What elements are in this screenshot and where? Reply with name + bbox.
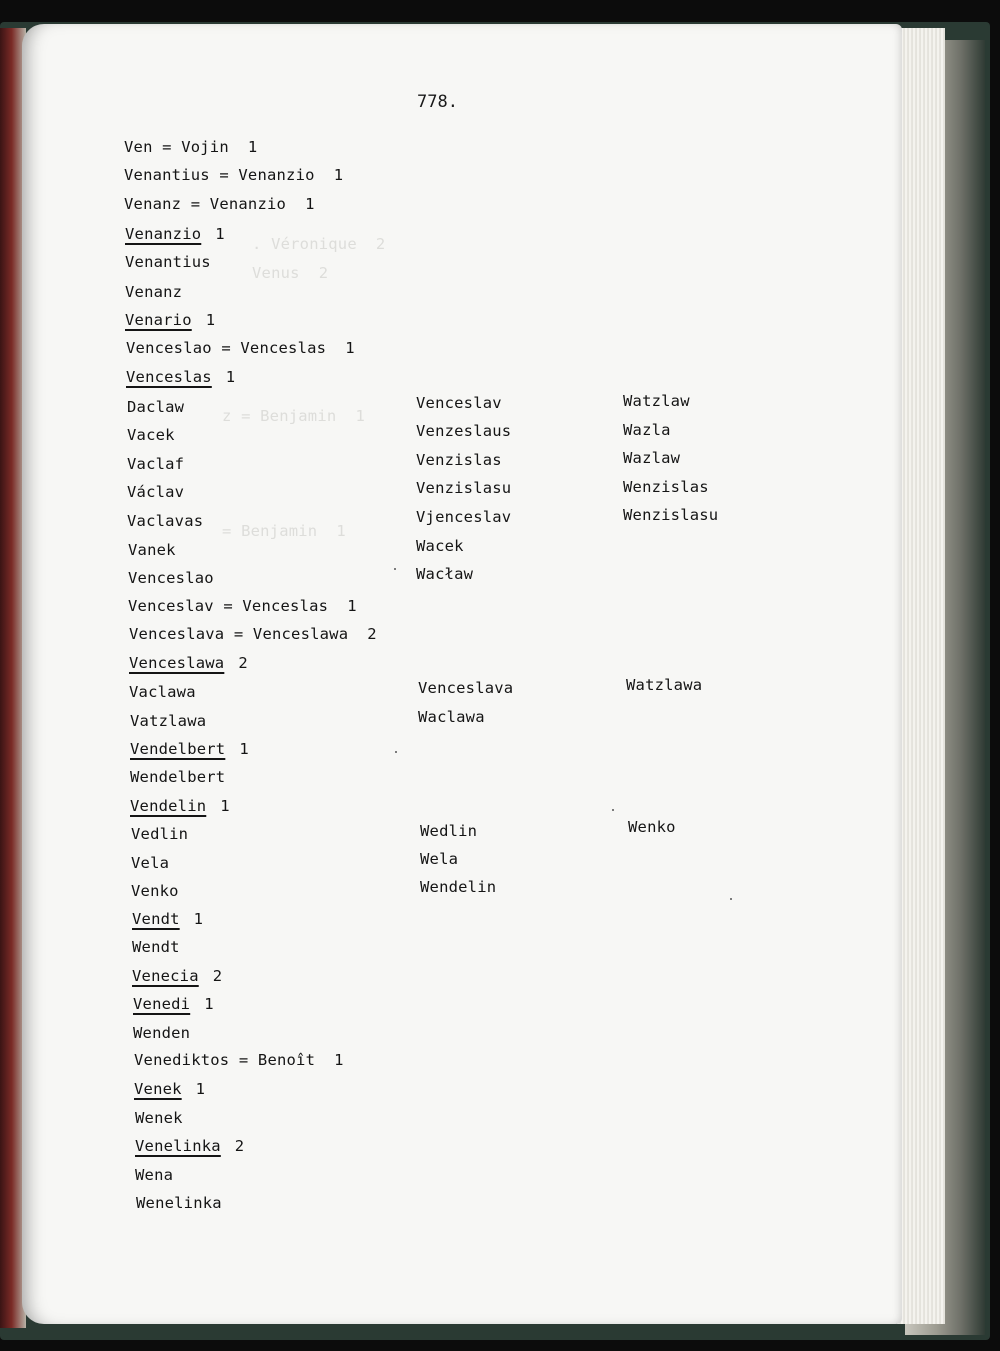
variant-entry: Wenzislasu xyxy=(623,506,719,524)
headword: Venanzio xyxy=(125,225,202,243)
variant-entry: Venceslav xyxy=(416,394,502,412)
name-entry: Ven = Vojin 1 xyxy=(124,138,258,156)
ink-speck xyxy=(730,898,732,900)
name-entry: Wenelinka xyxy=(136,1194,222,1212)
headword-count: 1 xyxy=(225,368,236,386)
name-entry: Václav xyxy=(127,483,185,501)
headword-count: 2 xyxy=(238,654,248,672)
variant-entry: Venzislasu xyxy=(416,479,512,497)
variant-entry: Wenko xyxy=(628,818,676,836)
headword-count: 1 xyxy=(193,910,204,928)
headword-entry xyxy=(132,967,222,985)
headword: Vendelin xyxy=(130,797,207,815)
headword: Venecia xyxy=(132,967,199,985)
variant-entry: Wenzislas xyxy=(623,478,709,496)
variant-entry: Wendelin xyxy=(420,878,497,896)
headword-count: 1 xyxy=(239,740,249,758)
headword-entry xyxy=(133,995,214,1013)
ink-speck xyxy=(394,568,396,570)
name-entry: Vanek xyxy=(128,541,176,559)
headword: Venelinka xyxy=(135,1137,221,1155)
headword: Venek xyxy=(134,1080,182,1098)
headword-count: 1 xyxy=(220,797,230,815)
name-entry: Venceslao = Venceslas 1 xyxy=(126,339,355,357)
show-through-text: . Véronique 2 xyxy=(252,235,386,253)
name-entry: Venanz xyxy=(125,283,183,301)
name-entry: Venceslava = Venceslawa 2 xyxy=(129,625,377,643)
name-entry: Venko xyxy=(131,882,179,900)
headword-count: 2 xyxy=(212,967,223,985)
headword-count: 1 xyxy=(215,225,225,243)
name-entry: Venceslav = Venceslas 1 xyxy=(128,597,357,615)
name-entry: Wenden xyxy=(133,1024,191,1042)
show-through-text: Venus 2 xyxy=(252,264,329,282)
page-number: 778. xyxy=(417,92,458,112)
headword-count: 1 xyxy=(195,1080,206,1098)
headword: Vendelbert xyxy=(130,740,226,758)
variant-entry: Wacek xyxy=(416,537,464,555)
name-entry: Wendelbert xyxy=(130,768,226,786)
name-entry: Venantius = Venanzio 1 xyxy=(124,166,344,184)
variant-entry: Venceslava xyxy=(418,679,514,697)
headword-count: 1 xyxy=(205,311,216,329)
headword: Vendt xyxy=(132,910,180,928)
headword-entry xyxy=(125,311,215,329)
headword-entry xyxy=(134,1080,205,1098)
headword-entry xyxy=(130,740,249,758)
headword: Venceslas xyxy=(126,368,212,386)
headword-entry xyxy=(126,368,235,386)
name-entry: Vacek xyxy=(127,426,175,444)
headword-entry xyxy=(132,910,203,928)
variant-entry: Venzislas xyxy=(416,451,502,469)
variant-entry: Wacław xyxy=(416,565,474,583)
book-page xyxy=(22,24,902,1324)
show-through-text: z = Benjamin 1 xyxy=(222,407,365,425)
name-entry: Vedlin xyxy=(131,825,189,843)
variant-entry: Watzlawa xyxy=(626,676,703,694)
variant-entry: Venzeslaus xyxy=(416,422,512,440)
variant-entry: Wela xyxy=(420,850,459,868)
name-entry: Vela xyxy=(131,854,170,872)
name-entry: Wendt xyxy=(132,938,180,956)
headword: Venceslawa xyxy=(129,654,225,672)
headword-entry xyxy=(125,225,225,243)
name-entry: Vaclawa xyxy=(129,683,196,701)
name-entry: Vaclavas xyxy=(127,512,204,530)
name-entry: Venanz = Venanzio 1 xyxy=(124,195,315,213)
headword-entry xyxy=(130,797,230,815)
name-entry: Wenek xyxy=(135,1109,183,1127)
variant-entry: Wazlaw xyxy=(623,449,681,467)
headword: Venario xyxy=(125,311,192,329)
name-entry: Vaclaf xyxy=(127,455,185,473)
name-entry: Venantius xyxy=(125,253,211,271)
name-entry: Venediktos = Benoît 1 xyxy=(134,1051,344,1069)
name-entry: Vatzlawa xyxy=(130,712,207,730)
headword-count: 1 xyxy=(204,995,214,1013)
show-through-text: = Benjamin 1 xyxy=(222,522,346,540)
variant-entry: Wazla xyxy=(623,421,671,439)
headword: Venedi xyxy=(133,995,191,1013)
headword-count: 2 xyxy=(234,1137,245,1155)
variant-entry: Wedlin xyxy=(420,822,478,840)
name-entry: Venceslao xyxy=(128,569,214,587)
headword-entry xyxy=(129,654,248,672)
name-entry: Daclaw xyxy=(127,398,185,416)
ink-speck xyxy=(612,809,614,811)
variant-entry: Vjenceslav xyxy=(416,508,512,526)
headword-entry xyxy=(135,1137,244,1155)
name-entry: Wena xyxy=(135,1166,174,1184)
ink-speck xyxy=(395,751,397,753)
page-edges xyxy=(897,28,945,1324)
variant-entry: Waclawa xyxy=(418,708,485,726)
variant-entry: Watzlaw xyxy=(623,392,690,410)
